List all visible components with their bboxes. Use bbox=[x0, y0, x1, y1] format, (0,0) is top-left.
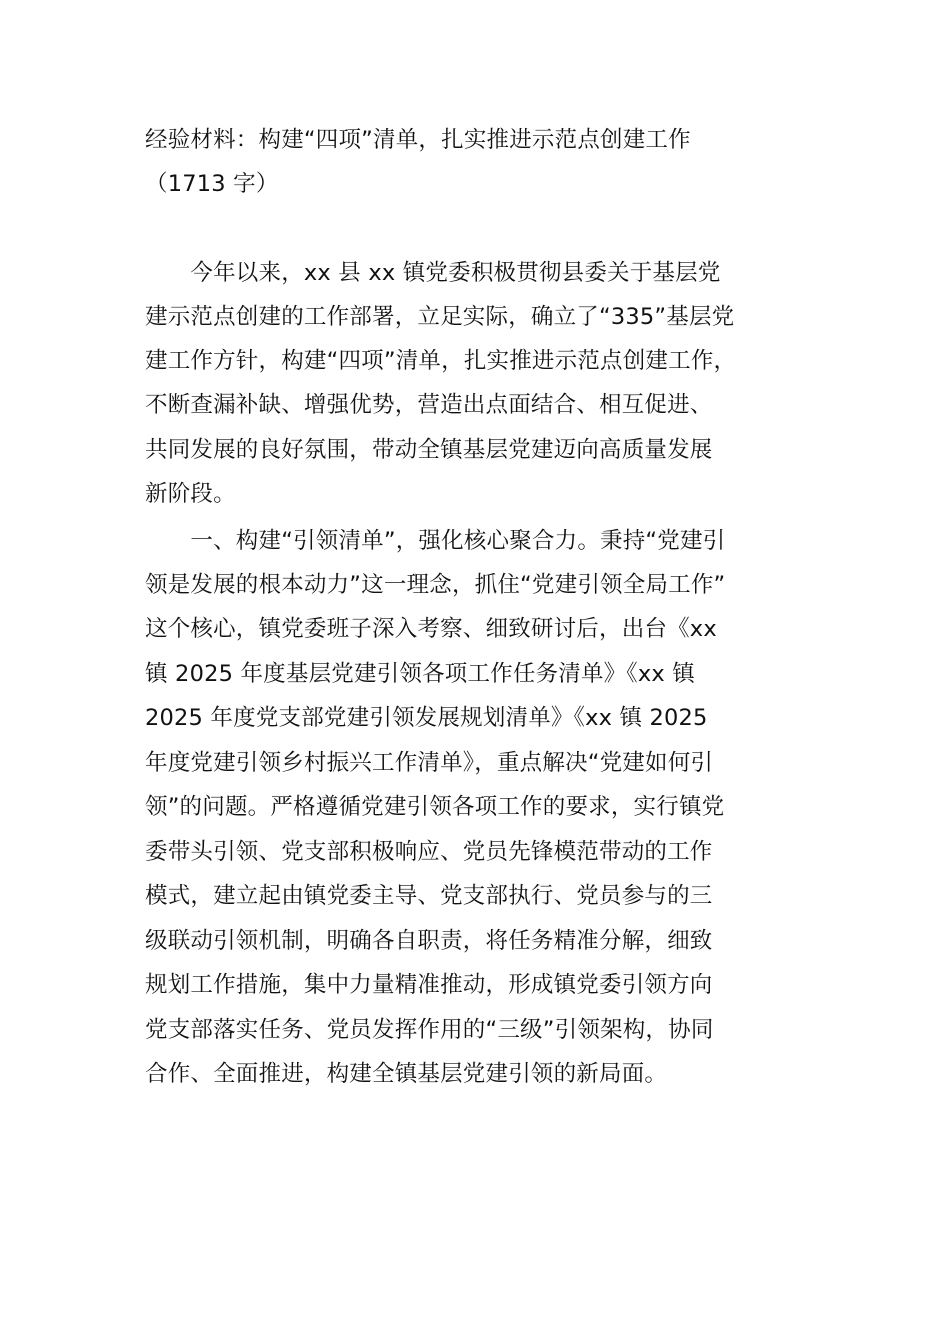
paragraph-1-line-4: 不断查漏补缺、增强优势，营造出点面结合、相互促进、 bbox=[145, 392, 713, 418]
paragraph-2-line-13: 合作、全面推进，构建全镇基层党建引领的新局面。 bbox=[145, 1061, 668, 1087]
paragraph-2-line-1: 一、构建“引领清单”，强化核心聚合力。秉持“党建引 bbox=[145, 528, 726, 554]
paragraph-2-line-3: 这个核心，镇党委班子深入考察、细致研讨后，出台《xx bbox=[145, 616, 717, 642]
paragraph-2-line-8: 委带头引领、党支部积极响应、党员先锋模范带动的工作 bbox=[145, 839, 713, 865]
paragraph-2-line-5: 2025 年度党支部党建引领发展规划清单》《xx 镇 2025 bbox=[145, 705, 708, 731]
paragraph-2-line-10: 级联动引领机制，明确各自职责，将任务精准分解，细致 bbox=[145, 928, 713, 954]
paragraph-1-line-5: 共同发展的良好氛围，带动全镇基层党建迈向高质量发展 bbox=[145, 437, 713, 463]
paragraph-2-line-11: 规划工作措施，集中力量精准推动，形成镇党委引领方向 bbox=[145, 972, 713, 998]
document-title-line-1: 经验材料：构建“四项”清单，扎实推进示范点创建工作 bbox=[145, 127, 691, 153]
paragraph-1-line-6: 新阶段。 bbox=[145, 481, 236, 507]
paragraph-2-line-6: 年度党建引领乡村振兴工作清单》，重点解决“党建如何引 bbox=[145, 750, 714, 776]
paragraph-1-line-3: 建工作方针，构建“四项”清单，扎实推进示范点创建工作， bbox=[145, 348, 737, 374]
paragraph-2-line-7: 领”的问题。严格遵循党建引领各项工作的要求，实行镇党 bbox=[145, 794, 725, 820]
paragraph-2-line-9: 模式，建立起由镇党委主导、党支部执行、党员参与的三 bbox=[145, 883, 713, 909]
paragraph-1-line-2: 建示范点创建的工作部署，立足实际，确立了“335”基层党 bbox=[145, 304, 735, 330]
paragraph-2-line-4: 镇 2025 年度基层党建引领各项工作任务清单》《xx 镇 bbox=[145, 661, 695, 687]
document-title-line-2: （1713 字） bbox=[145, 171, 279, 197]
paragraph-1-line-1: 今年以来，xx 县 xx 镇党委积极贯彻县委关于基层党 bbox=[145, 260, 721, 286]
paragraph-2-line-2: 领是发展的根本动力”这一理念，抓住“党建引领全局工作” bbox=[145, 572, 726, 598]
paragraph-2-line-12: 党支部落实任务、党员发挥作用的“三级”引领架构，协同 bbox=[145, 1017, 714, 1043]
